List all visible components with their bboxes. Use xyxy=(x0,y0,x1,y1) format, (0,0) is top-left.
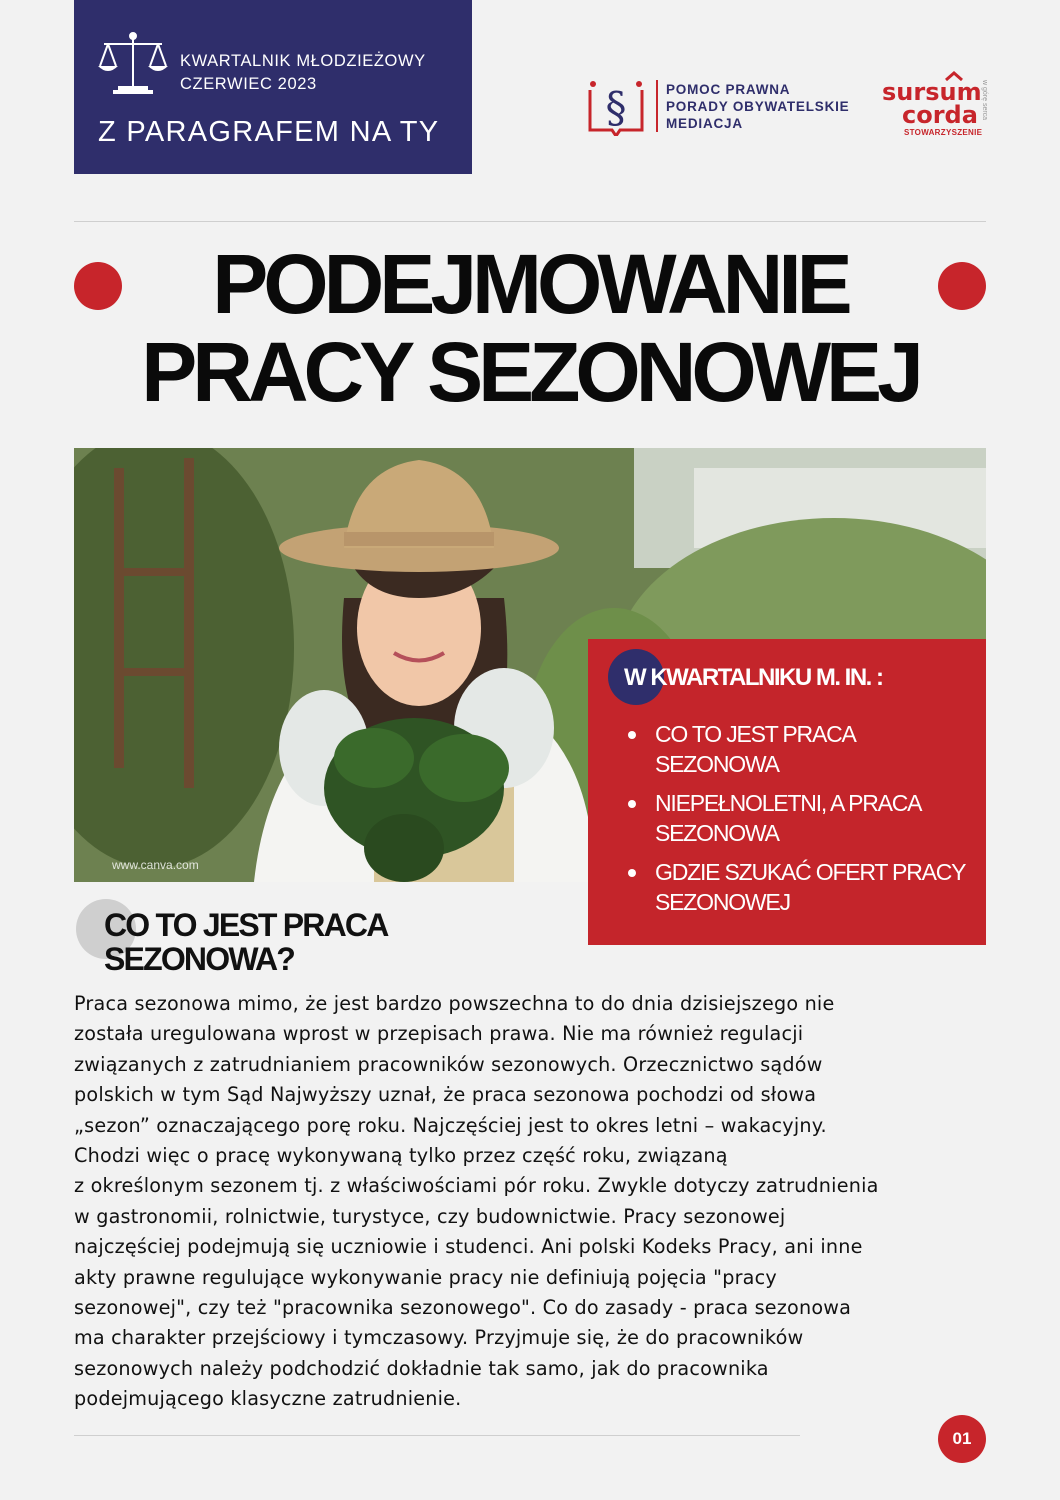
list-item-text: CO TO JEST PRACA SEZONOWA xyxy=(655,721,855,777)
service-line: MEDIACJA xyxy=(666,116,743,131)
logo-word-corda: corda xyxy=(902,101,978,129)
highlights-list xyxy=(628,719,968,926)
service-line: POMOC PRAWNA xyxy=(666,82,791,97)
list-item xyxy=(628,788,968,848)
bullet-icon xyxy=(628,800,636,808)
main-title-line: PRACY SEZONOWEJ xyxy=(141,325,919,419)
header-box xyxy=(74,0,472,174)
list-item-text: NIEPEŁNOLETNI, A PRACA SEZONOWA xyxy=(655,790,921,846)
section-title: CO TO JEST PRACA SEZONOWA? xyxy=(104,907,387,977)
bullet-icon xyxy=(628,869,636,877)
photo-watermark: www.canva.com xyxy=(112,858,199,872)
highlights-box xyxy=(588,639,986,945)
publication-title: Z PARAGRAFEM NA TY xyxy=(98,116,440,148)
page-number: 01 xyxy=(938,1415,986,1463)
main-title-line: PODEJMOWANIE xyxy=(212,237,848,331)
issue-type: KWARTALNIK MŁODZIEŻOWY xyxy=(180,52,426,70)
sursum-corda-logo xyxy=(876,70,992,150)
service-line: PORADY OBYWATELSKIE xyxy=(666,99,850,114)
highlights-heading: W KWARTALNIKU M. IN. : xyxy=(624,664,883,691)
bullet-icon xyxy=(628,731,636,739)
list-item xyxy=(628,719,968,779)
partner-services xyxy=(666,81,849,132)
top-divider xyxy=(74,221,986,222)
logo-subtitle: STOWARZYSZENIE xyxy=(904,128,983,137)
list-item xyxy=(628,857,968,917)
list-item-text: GDZIE SZUKAĆ OFERT PRACY SEZONOWEJ xyxy=(655,859,965,915)
bottom-divider xyxy=(74,1435,800,1436)
body-text: Praca sezonowa mimo, że jest bardzo powszechna to do dnia dzisiejszego nie została uregulowana wprost w przepisach prawa. Nie ma również regulacji związanych z zatrudnianiem pracowników sezonowych. Orzecznictwo sądów polskich w tym Sąd Najwyższy uznał, że praca sezonowa pochodzi od słowa „sezon” oznaczającego porę roku. Najczęściej jest to okres letni – wakacyjny. Chodzi więc o pracę wykonywaną tylko przez część roku, związaną z określonym sezonem tj. z właściwościami pór roku. Zwykle dotyczy zatrudnienia w gastronomii, rolnictwie, turystyce, czy budownictwie. Pracy sezonowej najczęściej podejmują się uczniowie i studenci. Ani polski Kodeks Pracy, ani inne akty prawne regulujące wykonywanie pracy nie definiują pojęcia "pracy sezonowej", czy też "pracownika sezonowego". Co do zasady - praca sezonowa ma charakter przejściowy i tymczasowy. Przyjmuje się, że do pracowników sezonowych należy podchodzić dokładnie tak samo, jak do pracownika podejmującego klasyczne zatrudnienie. xyxy=(74,992,879,1411)
logo-vertical-text: w górę serca xyxy=(981,80,988,121)
logo-divider xyxy=(656,80,658,132)
paragraph-logo-icon xyxy=(584,78,648,136)
issue-date: CZERWIEC 2023 xyxy=(180,75,317,93)
main-title xyxy=(74,237,986,419)
svg-text:§: § xyxy=(605,83,627,132)
logo-word-sursum: sursum xyxy=(882,78,982,106)
scales-of-justice-icon xyxy=(96,30,170,96)
